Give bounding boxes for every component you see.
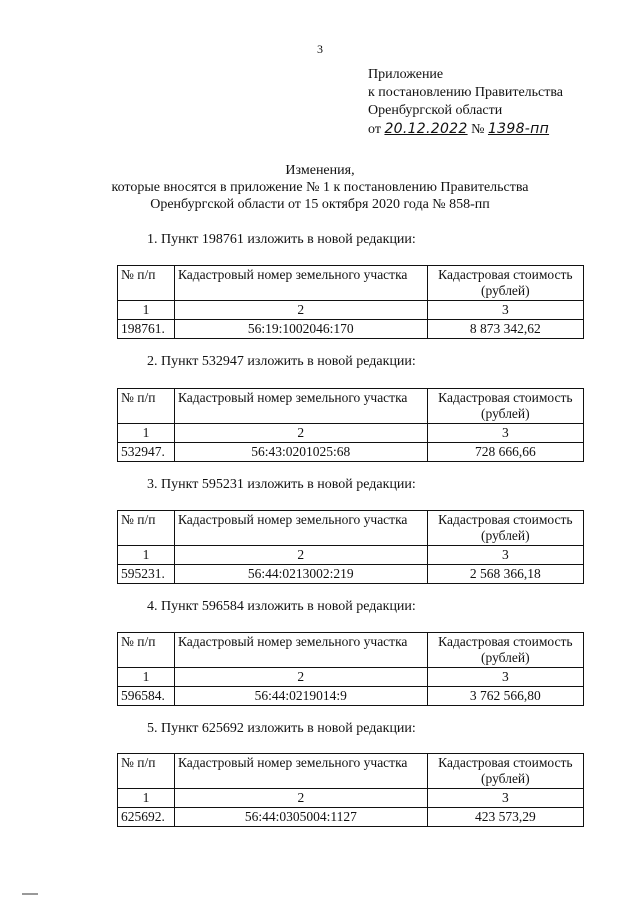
appendix-line-2: к постановлению Правительства [368,85,564,100]
index-1: 1 [118,668,175,687]
index-3: 3 [427,301,583,320]
appendix-block [368,66,563,139]
header-num: № п/п [118,633,175,668]
table-index-row [118,301,584,320]
header-cadastral: Кадастровый номер земельного участка [174,633,427,668]
handwritten-date: 20.12.2022 [384,121,468,137]
table-header-row [118,511,584,546]
header-num: № п/п [118,754,175,789]
index-3: 3 [427,668,583,687]
item-heading-5: 5. Пункт 625692 изложить в новой редакции: [147,721,416,736]
header-cadastral: Кадастровый номер земельного участка [174,754,427,789]
table-header-row [118,389,584,424]
row-num: 625692. [118,808,175,827]
document-title [0,162,640,213]
header-cadastral: Кадастровый номер земельного участка [174,511,427,546]
title-line-1: Изменения, [285,163,355,178]
title-line-2: которые вносятся в приложение № 1 к постановлению Правительства [111,180,529,195]
table-row [118,320,584,339]
table-row [118,808,584,827]
row-value: 3 762 566,80 [427,687,583,706]
item-heading-1: 1. Пункт 198761 изложить в новой редакции: [147,232,416,247]
header-value: Кадастровая стоимость (рублей) [427,389,583,424]
cadastral-table-1 [117,265,584,339]
cadastral-table-3 [117,510,584,584]
cadastral-table-5 [117,753,584,827]
cadastral-table-4 [117,632,584,706]
row-cadastral: 56:44:0213002:219 [174,565,427,584]
page-number: 3 [317,42,323,56]
row-value: 2 568 366,18 [427,565,583,584]
title-line-3: Оренбургской области от 15 октября 2020 года № 858-пп [150,197,490,212]
header-value: Кадастровая стоимость (рублей) [427,266,583,301]
index-1: 1 [118,424,175,443]
row-num: 595231. [118,565,175,584]
header-value: Кадастровая стоимость (рублей) [427,511,583,546]
row-cadastral: 56:43:0201025:68 [174,443,427,462]
table-index-row [118,668,584,687]
header-cadastral: Кадастровый номер земельного участка [174,266,427,301]
appendix-line-1: Приложение [368,67,444,82]
index-1: 1 [118,789,175,808]
index-3: 3 [427,546,583,565]
handwritten-number: 1398-пп [487,121,550,137]
date-prefix: от [368,122,381,137]
index-2: 2 [174,789,427,808]
header-num: № п/п [118,389,175,424]
row-cadastral: 56:44:0219014:9 [174,687,427,706]
header-num: № п/п [118,266,175,301]
appendix-date-line [368,120,563,139]
table-row [118,565,584,584]
row-num: 596584. [118,687,175,706]
item-heading-2: 2. Пункт 532947 изложить в новой редакции: [147,354,416,369]
row-num: 198761. [118,320,175,339]
table-header-row [118,754,584,789]
number-prefix: № [471,122,485,137]
table-row [118,443,584,462]
index-1: 1 [118,546,175,565]
index-1: 1 [118,301,175,320]
index-2: 2 [174,668,427,687]
table-header-row [118,266,584,301]
index-2: 2 [174,301,427,320]
table-index-row [118,546,584,565]
appendix-line-3: Оренбургской области [368,103,503,118]
index-2: 2 [174,424,427,443]
item-heading-3: 3. Пункт 595231 изложить в новой редакции: [147,477,416,492]
item-heading-4: 4. Пункт 596584 изложить в новой редакции: [147,599,416,614]
row-value: 423 573,29 [427,808,583,827]
row-cadastral: 56:19:1002046:170 [174,320,427,339]
row-value: 728 666,66 [427,443,583,462]
table-row [118,687,584,706]
header-value: Кадастровая стоимость (рублей) [427,754,583,789]
header-value: Кадастровая стоимость (рублей) [427,633,583,668]
header-num: № п/п [118,511,175,546]
header-cadastral: Кадастровый номер земельного участка [174,389,427,424]
scan-artifact [22,893,38,895]
row-num: 532947. [118,443,175,462]
cadastral-table-2 [117,388,584,462]
index-3: 3 [427,789,583,808]
table-index-row [118,424,584,443]
table-header-row [118,633,584,668]
row-value: 8 873 342,62 [427,320,583,339]
row-cadastral: 56:44:0305004:1127 [174,808,427,827]
index-2: 2 [174,546,427,565]
index-3: 3 [427,424,583,443]
table-index-row [118,789,584,808]
